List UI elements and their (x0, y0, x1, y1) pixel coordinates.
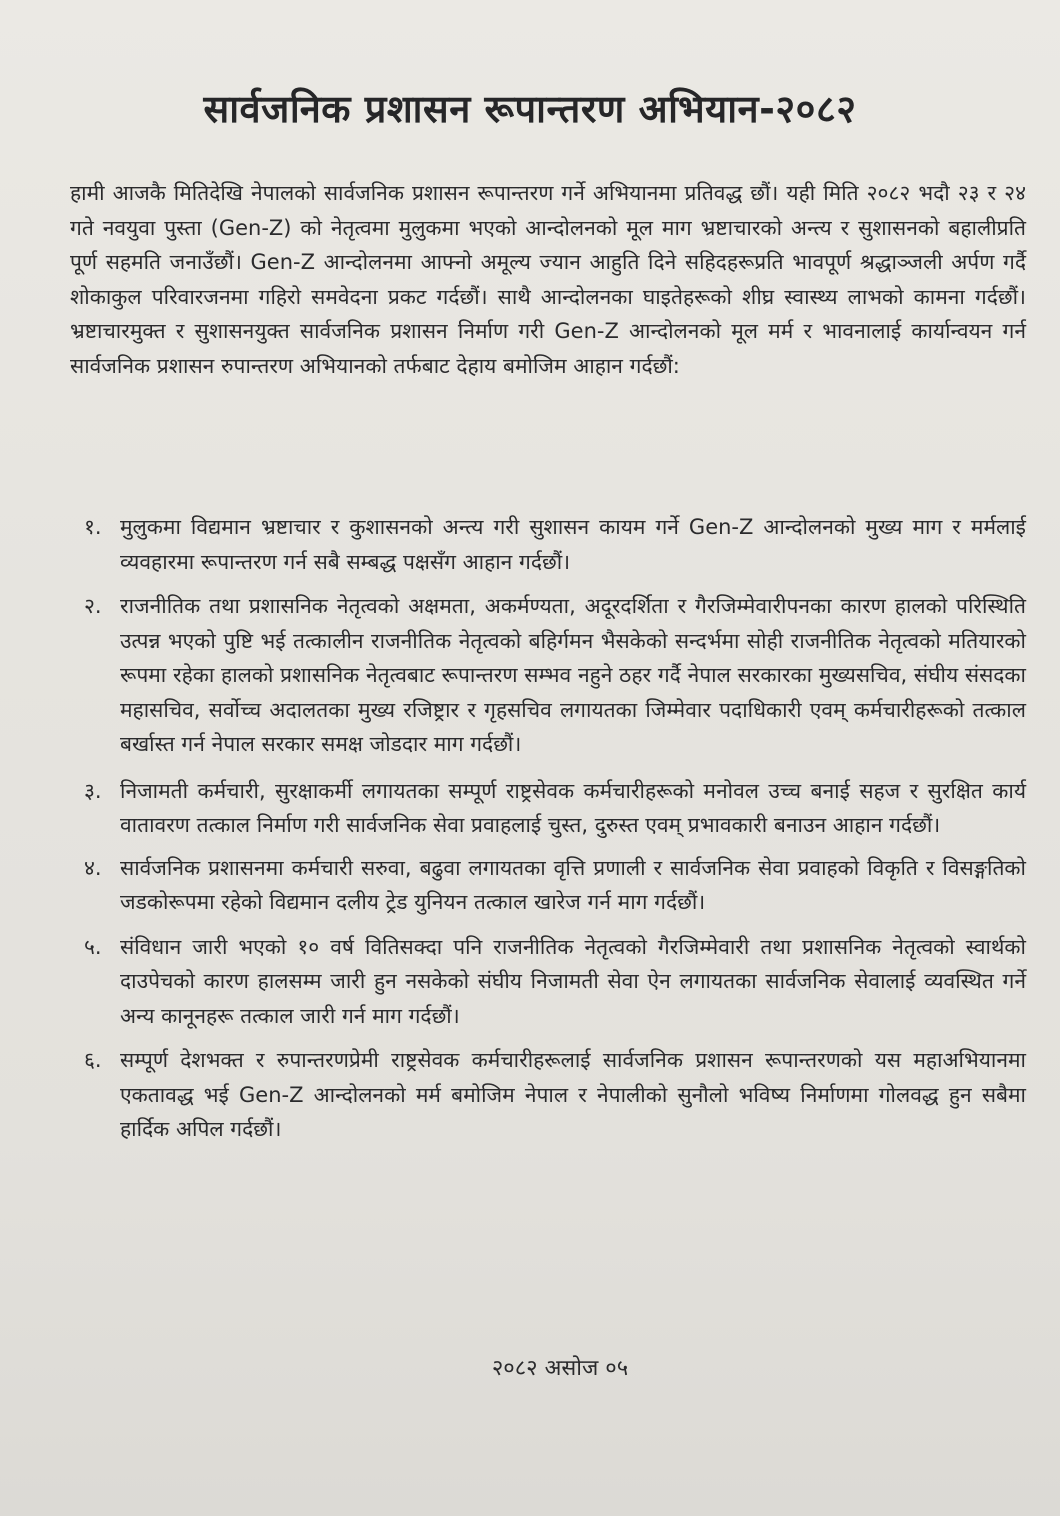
item-text: सम्पूर्ण देशभक्त र रुपान्तरणप्रेमी राष्ट्रसेवक कर्मचारीहरूलाई सार्वजनिक प्रशासन रूपान्तरणको यस महाअभियानमा एकतावद्ध भई Gen-Z आन्दोलनको मर्म बमोजिम नेपाल र नेपालीको सुनौलो भविष्य निर्माणमा गोलवद्ध हुन सबैमा हार्दिक अपिल गर्दछौं। (120, 1048, 1026, 1141)
list-item (84, 774, 1026, 843)
list-item (84, 1043, 1026, 1147)
item-number: १. (84, 515, 102, 539)
list-item (84, 589, 1026, 762)
item-text: राजनीतिक तथा प्रशासनिक नेतृत्वको अक्षमता, अकर्मण्यता, अदूरदर्शिता र गैरजिम्मेवारीपनका कारण हालको परिस्थिति उत्पन्न भएको पुष्टि भई तत्कालीन राजनीतिक नेतृत्वको बहिर्गमन भैसकेको सन्दर्भमा सोही राजनीतिक नेतृत्वको मतियारको रूपमा रहेका हालको प्रशासनिक नेतृत्वबाट रूपान्तरण सम्भव नहुने ठहर गर्दै नेपाल सरकारका मुख्यसचिव, संघीय संसदका महासचिव, सर्वोच्च अदालतका मुख्य रजिष्ट्रार र गृहसचिव लगायतका जिम्मेवार पदाधिकारी एवम् कर्मचारीहरूको तत्काल बर्खास्त गर्न नेपाल सरकार समक्ष जोडदार माग गर्दछौं। (120, 594, 1026, 756)
list-item (84, 851, 1026, 920)
document-title: सार्वजनिक प्रशासन रूपान्तरण अभियान-२०८२ (203, 87, 857, 131)
item-number: ३. (84, 778, 102, 803)
demand-list (84, 510, 1026, 1147)
intro-paragraph: हामी आजकै मितिदेखि नेपालको सार्वजनिक प्रशासन रूपान्तरण गर्ने अभियानमा प्रतिवद्ध छौं। यही मिति २०८२ भदौ २३ र २४ गते नवयुवा पुस्ता (Gen-Z) को नेतृत्वमा मुलुकमा भएको आन्दोलनको मूल माग भ्रष्टाचारको अन्त्य र सुशासनको बहालीप्रति पूर्ण सहमति जनाउँछौं। Gen-Z आन्दोलनमा आफ्नो अमूल्य ज्यान आहुति दिने सहिदहरूप्रति भावपूर्ण श्रद्धाञ्जली अर्पण गर्दै शोकाकुल परिवारजनमा गहिरो समवेदना प्रकट गर्दछौं। साथै आन्दोलनका घाइतेहरूको शीघ्र स्वास्थ्य लाभको कामना गर्दछौं। भ्रष्टाचारमुक्त र सुशासनयुक्त सार्वजनिक प्रशासन निर्माण गरी Gen-Z आन्दोलनको मूल मर्म र भावनालाई कार्यान्वयन गर्न सार्वजनिक प्रशासन रुपान्तरण अभियानको तर्फबाट देहाय बमोजिम आहान गर्दछौं: (70, 181, 1026, 378)
item-text: संविधान जारी भएको १० वर्ष वितिसक्दा पनि राजनीतिक नेतृत्वको गैरजिम्मेवारी तथा प्रशासनिक नेतृत्वको स्वार्थको दाउपेचको कारण हालसम्म जारी हुन नसकेको संघीय निजामती सेवा ऐन लगायतका सार्वजनिक सेवालाई व्यवस्थित गर्ने अन्य कानूनहरू तत्काल जारी गर्न माग गर्दछौं। (120, 934, 1026, 1028)
item-text: सार्वजनिक प्रशासनमा कर्मचारी सरुवा, बढुवा लगायतका वृत्ति प्रणाली र सार्वजनिक सेवा प्रवाहको विकृति र विसङ्गतिको जडकोरूपमा रहेको विद्यमान दलीय ट्रेड युनियन तत्काल खारेज गर्न माग गर्दछौं। (120, 855, 1026, 914)
item-number: २. (84, 594, 102, 618)
item-number: ४. (84, 855, 102, 880)
item-number: ६. (84, 1048, 102, 1072)
item-number: ५. (84, 934, 102, 959)
list-item (84, 510, 1026, 579)
item-text: निजामती कर्मचारी, सुरक्षाकर्मी लगायतका सम्पूर्ण राष्ट्रसेवक कर्मचारीहरूको मनोवल उच्च बनाई सहज र सुरक्षित कार्य वातावरण तत्काल निर्माण गरी सार्वजनिक सेवा प्रवाहलाई चुस्त, दुरुस्त एवम् प्रभावकारी बनाउन आहान गर्दछौं। (120, 778, 1026, 837)
document-date: २०८२ असोज ०५ (491, 1356, 629, 1381)
item-text: मुलुकमा विद्यमान भ्रष्टाचार र कुशासनको अन्त्य गरी सुशासन कायम गर्ने Gen-Z आन्दोलनको मुख्य माग र मर्मलाई व्यवहारमा रूपान्तरण गर्न सबै सम्बद्ध पक्षसँग आहान गर्दछौं। (120, 515, 1026, 574)
list-item (84, 930, 1026, 1034)
